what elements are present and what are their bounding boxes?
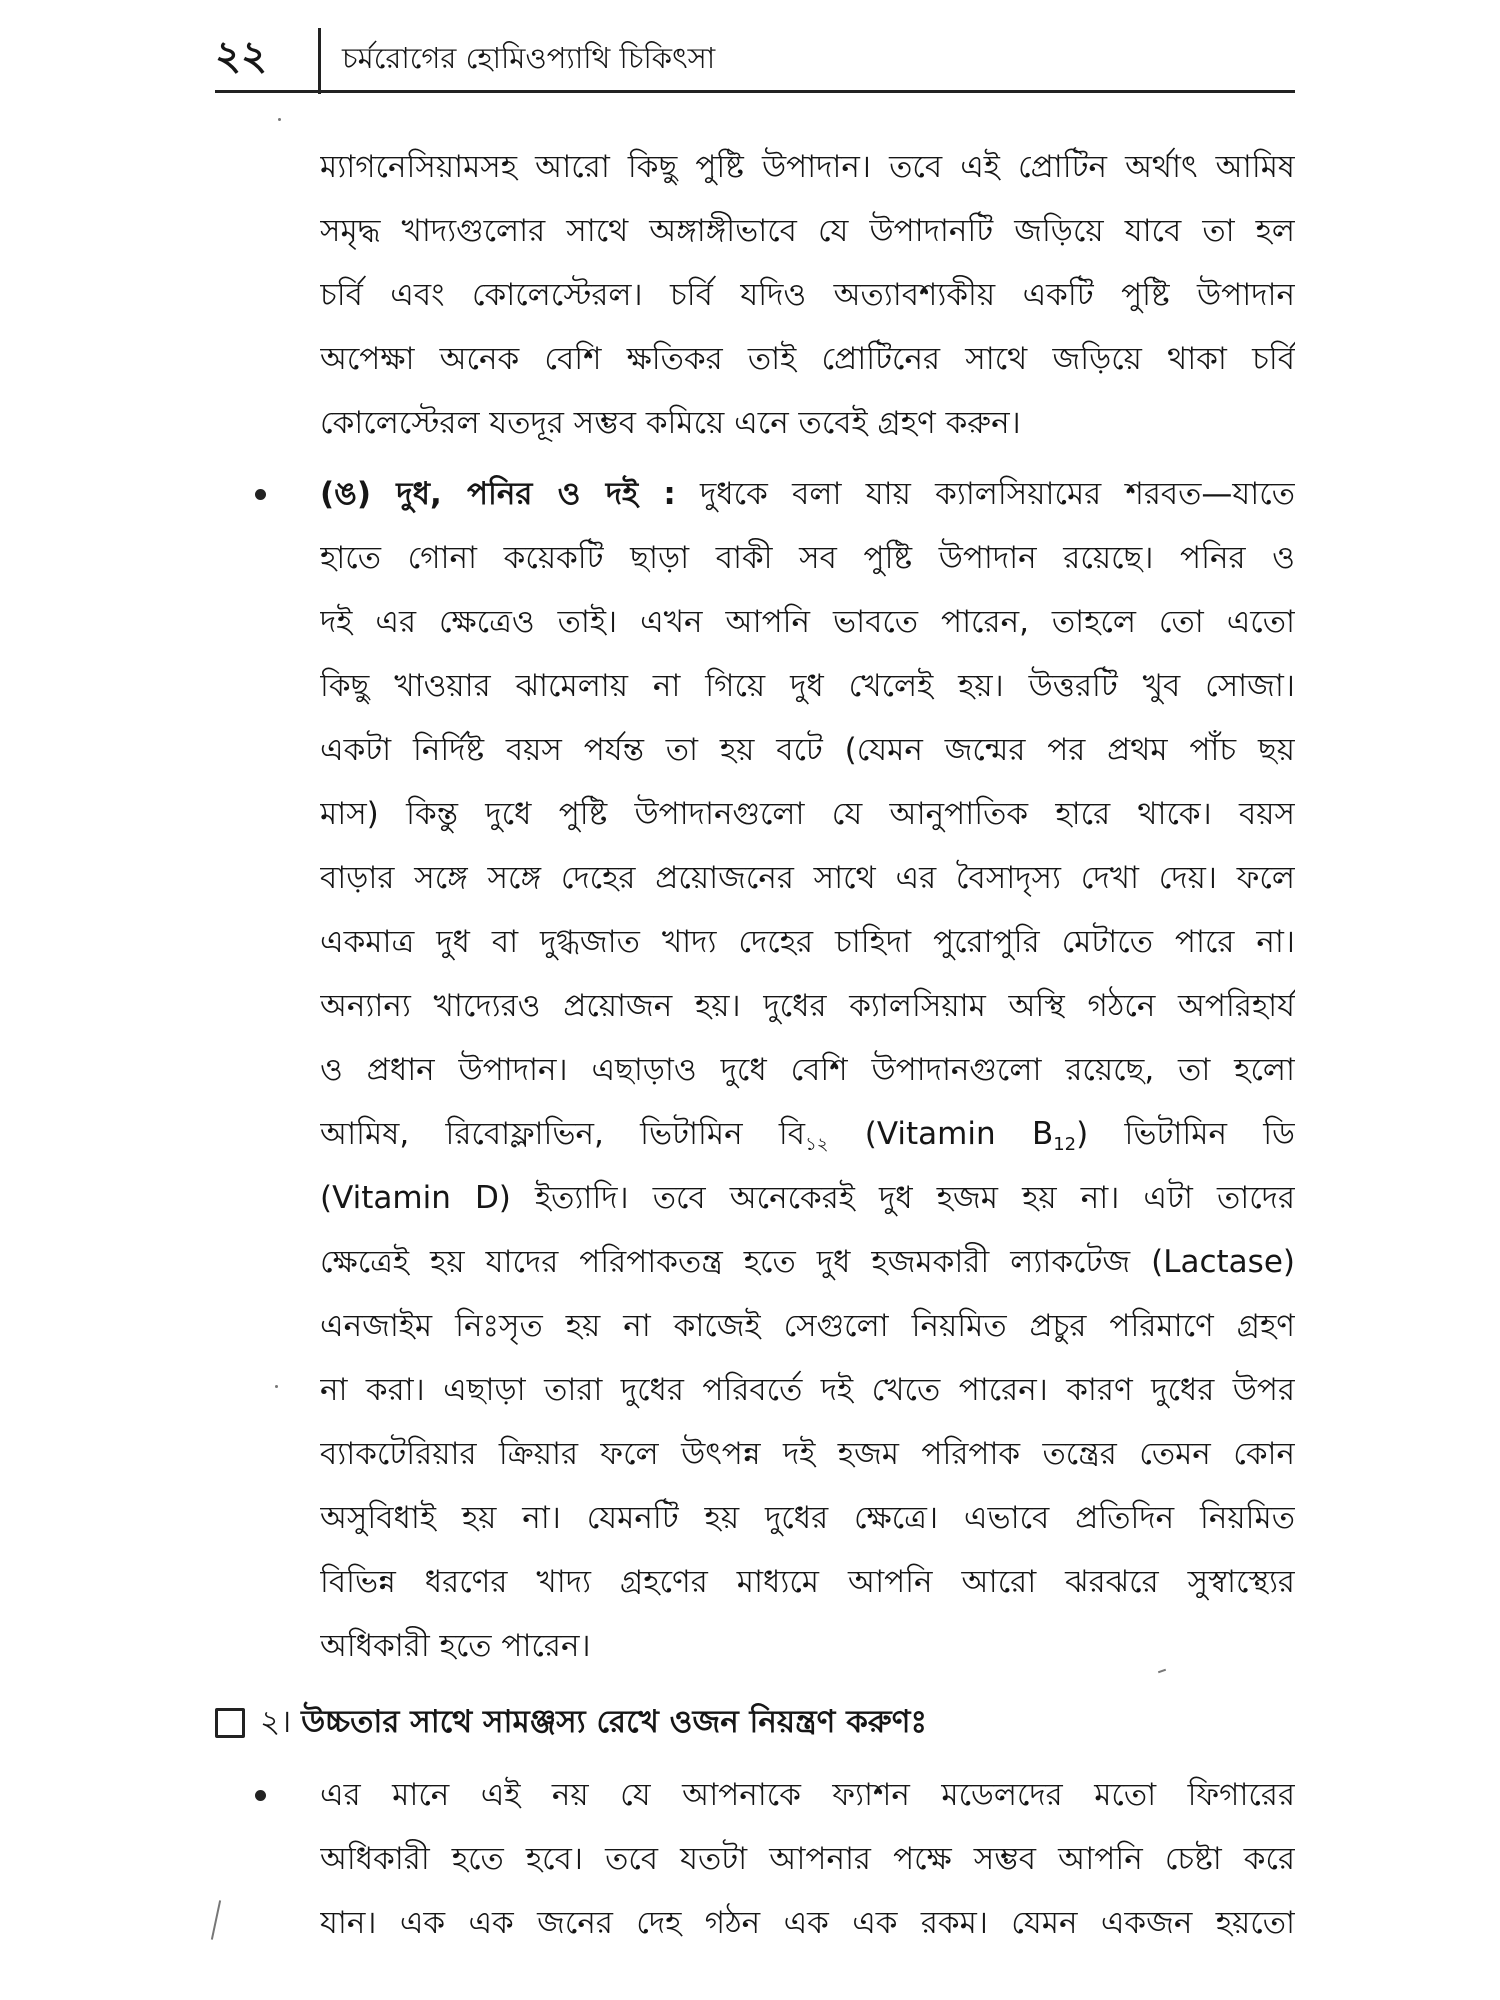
text-line: একটা নির্দিষ্ট বয়স পর্যন্ত তা হয় বটে (যেমন জন্মের পর প্রথম পাঁচ ছয় bbox=[320, 732, 1295, 768]
text-line: ও প্রধান উপাদান। এছাড়াও দুধে বেশি উপাদানগুলো রয়েছে, তা হলো bbox=[320, 1052, 1295, 1088]
scan-speck bbox=[278, 118, 281, 121]
milk-section-heading: (ঙ) দুধ, পনির ও দই : bbox=[320, 476, 676, 512]
text-line: অপেক্ষা অনেক বেশি ক্ষতিকর তাই প্রোটিনের সাথে জড়িয়ে থাকা চর্বি bbox=[320, 341, 1295, 377]
text-line: সমৃদ্ধ খাদ্যগুলোর সাথে অঙ্গাঙ্গীভাবে যে উপাদানটি জড়িয়ে যাবে তা হল bbox=[320, 213, 1295, 249]
vitamin-text-middle: (Vitamin B bbox=[828, 1116, 1054, 1152]
vitamin-text-before: আমিষ, রিবোফ্লাভিন, ভিটামিন বি bbox=[320, 1116, 806, 1152]
text-line: কিছু খাওয়ার ঝামেলায় না গিয়ে দুধ খেলেই হয়। উত্তরটি খুব সোজা। bbox=[320, 668, 1295, 704]
vitamin-en-subscript: 12 bbox=[1053, 1134, 1077, 1155]
bullet-milk-section bbox=[255, 489, 266, 500]
header-divider bbox=[318, 28, 321, 94]
section-two-title: উচ্চতার সাথে সামঞ্জস্য রেখে ওজন নিয়ন্ত্রণ করুণঃ bbox=[301, 1704, 927, 1740]
text-line: কোলেস্টেরল যতদূর সম্ভব কমিয়ে এনে তবেই গ্রহণ করুন। bbox=[320, 405, 1021, 441]
text-line: অধিকারী হতে পারেন। bbox=[320, 1628, 591, 1664]
text-line: ক্ষেত্রেই হয় যাদের পরিপাকতন্ত্র হতে দুধ হজমকারী ল্যাকটেজ (Lactase) bbox=[320, 1244, 1295, 1280]
text-line: হাতে গোনা কয়েকটি ছাড়া বাকী সব পুষ্টি উপাদান রয়েছে। পনির ও bbox=[320, 540, 1295, 576]
scan-speck bbox=[275, 1385, 278, 1388]
text-line bbox=[320, 462, 1295, 526]
text-line: এনজাইম নিঃসৃত হয় না কাজেই সেগুলো নিয়মিত প্রচুর পরিমাণে গ্রহণ bbox=[320, 1308, 1295, 1344]
text-line: মাস) কিন্তু দুধে পুষ্টি উপাদানগুলো যে আনুপাতিক হারে থাকে। বয়স bbox=[320, 796, 1295, 832]
text-line: বিভিন্ন ধরণের খাদ্য গ্রহণের মাধ্যমে আপনি আরো ঝরঝরে সুস্বাস্থ্যের bbox=[320, 1564, 1295, 1600]
text-line: বাড়ার সঙ্গে সঙ্গে দেহের প্রয়োজনের সাথে এর বৈসাদৃস্য দেখা দেয়। ফলে bbox=[320, 860, 1295, 896]
section-two-heading bbox=[260, 1690, 927, 1754]
text-line: অধিকারী হতে হবে। তবে যতটা আপনার পক্ষে সম্ভব আপনি চেষ্টা করে bbox=[320, 1841, 1295, 1877]
milk-section-paragraph bbox=[320, 462, 1295, 1678]
text-line: চর্বি এবং কোলেস্টেরল। চর্বি যদিও অত্যাবশ্যকীয় একটি পুষ্টি উপাদান bbox=[320, 277, 1295, 313]
text-line: ম্যাগনেসিয়ামসহ আরো কিছু পুষ্টি উপাদান। তবে এই প্রোটিন অর্থাৎ আমিষ bbox=[320, 149, 1295, 185]
text-line: না করা। এছাড়া তারা দুধের পরিবর্তে দই খেতে পারেন। কারণ দুধের উপর bbox=[320, 1372, 1295, 1408]
section-two-number: ২। bbox=[260, 1704, 292, 1740]
header-rule bbox=[215, 90, 1295, 93]
text-line: একমাত্র দুধ বা দুগ্ধজাত খাদ্য দেহের চাহিদা পুরোপুরি মেটাতে পারে না। bbox=[320, 924, 1295, 960]
vitamin-line bbox=[320, 1102, 1295, 1166]
text-line: ব্যাকটেরিয়ার ক্রিয়ার ফলে উৎপন্ন দই হজম পরিপাক তন্ত্রের তেমন কোন bbox=[320, 1436, 1295, 1472]
checkbox-icon bbox=[215, 1708, 245, 1738]
page-number: ২২ bbox=[215, 33, 268, 79]
vitamin-text-after: ) ভিটামিন ডি bbox=[1076, 1116, 1295, 1152]
vitamin-bn-subscript: ১২ bbox=[805, 1134, 829, 1155]
text-line: দই এর ক্ষেত্রেও তাই। এখন আপনি ভাবতে পারেন, তাহলে তো এতো bbox=[320, 604, 1295, 640]
text-line: যান। এক এক জনের দেহ গঠন এক এক রকম। যেমন একজন হয়তো bbox=[320, 1905, 1295, 1941]
scan-speck bbox=[211, 1900, 221, 1940]
text-line: (Vitamin D) ইত্যাদি। তবে অনেকেরই দুধ হজম হয় না। এটা তাদের bbox=[320, 1180, 1295, 1216]
text-line: অসুবিধাই হয় না। যেমনটি হয় দুধের ক্ষেত্রে। এভাবে প্রতিদিন নিয়মিত bbox=[320, 1500, 1295, 1536]
weight-paragraph bbox=[320, 1763, 1295, 1955]
intro-paragraph bbox=[320, 135, 1295, 455]
bullet-weight-paragraph bbox=[255, 1790, 266, 1801]
running-title: চর্মরোগের হোমিওপ্যাথি চিকিৎসা bbox=[342, 41, 716, 75]
text-line: অন্যান্য খাদ্যেরও প্রয়োজন হয়। দুধের ক্যালসিয়াম অস্থি গঠনে অপরিহার্য bbox=[320, 988, 1295, 1024]
text-line: এর মানে এই নয় যে আপনাকে ফ্যাশন মডেলদের মতো ফিগারের bbox=[320, 1777, 1295, 1813]
milk-section-first-line: দুধকে বলা যায় ক্যালসিয়ামের শরবত—যাতে bbox=[675, 476, 1295, 512]
